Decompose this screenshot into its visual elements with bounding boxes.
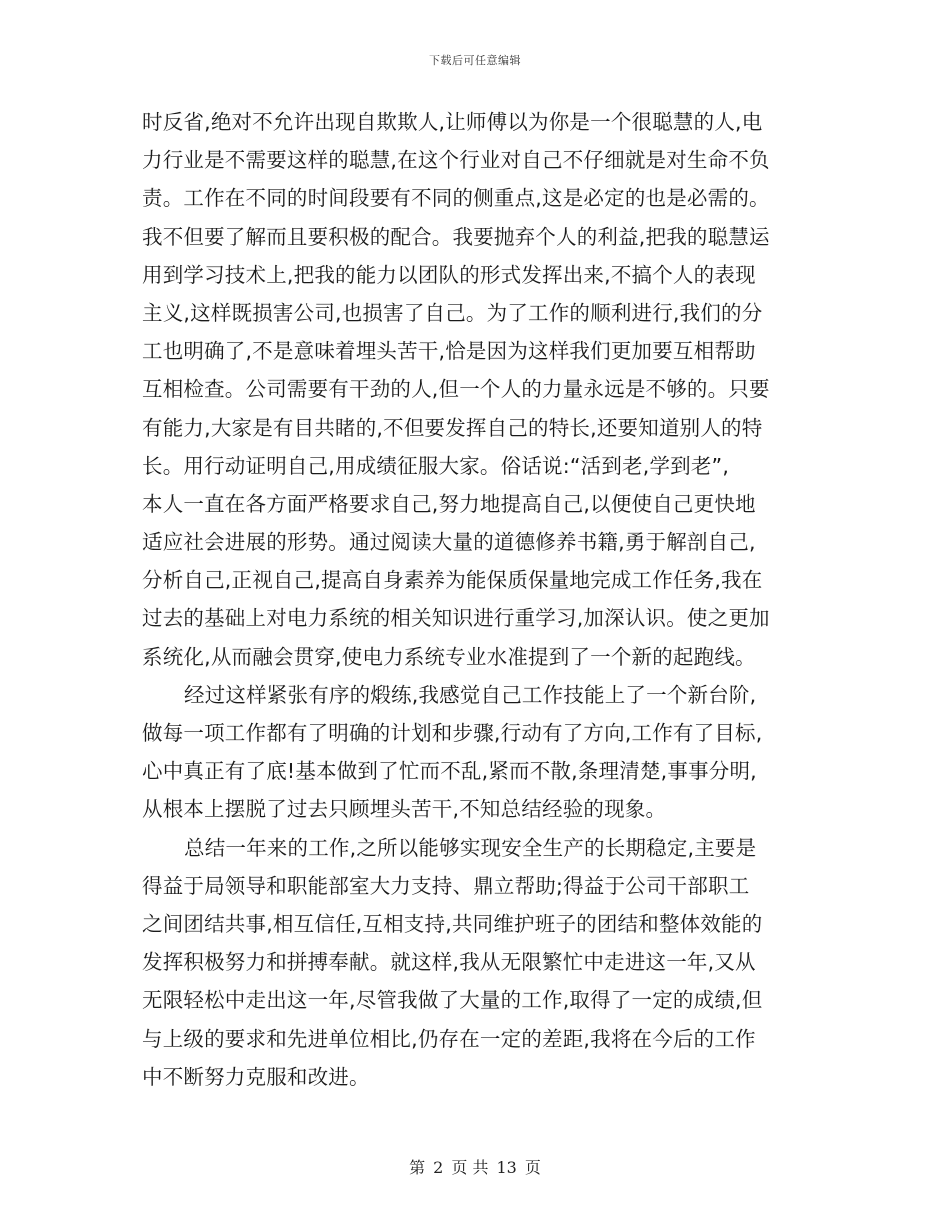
text-line: 得益于局领导和职能部室大力支持、鼎立帮助;得益于公司干部职工	[142, 873, 750, 898]
text-line: 有能力,大家是有目共睹的,不但要发挥自己的特长,还要知道别人的特	[142, 415, 763, 440]
text-line: 互相检查。公司需要有干劲的人,但一个人的力量永远是不够的。只要	[142, 377, 770, 402]
text-line: 发挥积极努力和拼搏奉献。就这样,我从无限繁忙中走进这一年,又从	[142, 950, 756, 975]
text-line: 无限轻松中走出这一年,尽管我做了大量的工作,取得了一定的成绩,但	[142, 988, 763, 1013]
footer-middle: 页 共	[451, 1158, 489, 1177]
footer-suffix: 页	[524, 1158, 541, 1177]
text-line: 我不但要了解而且要积极的配合。我要抛弃个人的利益,把我的聪慧运	[142, 224, 770, 249]
text-line: 主义,这样既损害公司,也损害了自己。为了工作的顺利进行,我们的分	[142, 300, 763, 325]
text-line: 中不断努力克服和改进。	[142, 1064, 370, 1089]
text-line: 做每一项工作都有了明确的计划和步骤,行动有了方向,工作有了目标,	[142, 721, 763, 745]
text-line: 与上级的要求和先进单位相比,仍存在一定的差距,我将在今后的工作	[142, 1026, 756, 1051]
page-footer	[0, 1155, 950, 1178]
document-body	[142, 103, 822, 1096]
text-line: 分析自己,正视自己,提高自身素养为能保质保量地完成工作任务,我在	[142, 568, 763, 593]
text-line: 工也明确了,不是意味着埋头苦干,恰是因为这样我们更加要互相帮助	[142, 339, 756, 364]
text-line: 本人一直在各方面严格要求自己,努力地提高自己,以便使自己更快地	[142, 491, 756, 516]
text-line: 过去的基础上对电力系统的相关知识进行重学习,加深认识。使之更加	[142, 606, 770, 631]
text-line: 长。用行动证明自己,用成绩征服大家。俗话说:“活到老,学到老”,	[142, 453, 730, 478]
text-line: 从根本上摆脱了过去只顾埋头苦干,不知总结经验的现象。	[142, 797, 667, 822]
text-line: 心中真正有了底!基本做到了忙而不乱,紧而不散,条理清楚,事事分明,	[142, 759, 757, 784]
page-header: 下载后可任意编辑	[429, 54, 521, 67]
current-page-number: 2	[433, 1158, 444, 1177]
text-line: 时反省,绝对不允许出现自欺欺人,让师傅以为你是一个很聪慧的人,电	[142, 110, 763, 134]
text-line: 力行业是不需要这样的聪慧,在这个行业对自己不仔细就是对生命不负	[142, 148, 770, 173]
text-line: 适应社会进展的形势。通过阅读大量的道德修养书籍,勇于解剖自己,	[142, 530, 756, 555]
footer-prefix: 第	[409, 1158, 426, 1177]
text-line: 责。工作在不同的时间段要有不同的侧重点,这是必定的也是必需的。	[142, 186, 770, 211]
paragraph-first-line: 总结一年来的工作,之所以能够实现安全生产的长期稳定,主要是	[184, 835, 757, 860]
total-page-count: 13	[496, 1158, 517, 1177]
text-line: 之间团结共事,相互信任,互相支持,共同维护班子的团结和整体效能的	[142, 911, 763, 936]
paragraph-first-line: 经过这样紧张有序的煅练,我感觉自己工作技能上了一个新台阶,	[184, 682, 757, 707]
text-line: 系统化,从而融会贯穿,使电力系统专业水准提到了一个新的起跑线。	[142, 644, 756, 669]
text-line: 用到学习技术上,把我的能力以团队的形式发挥出来,不搞个人的表现	[142, 262, 756, 287]
